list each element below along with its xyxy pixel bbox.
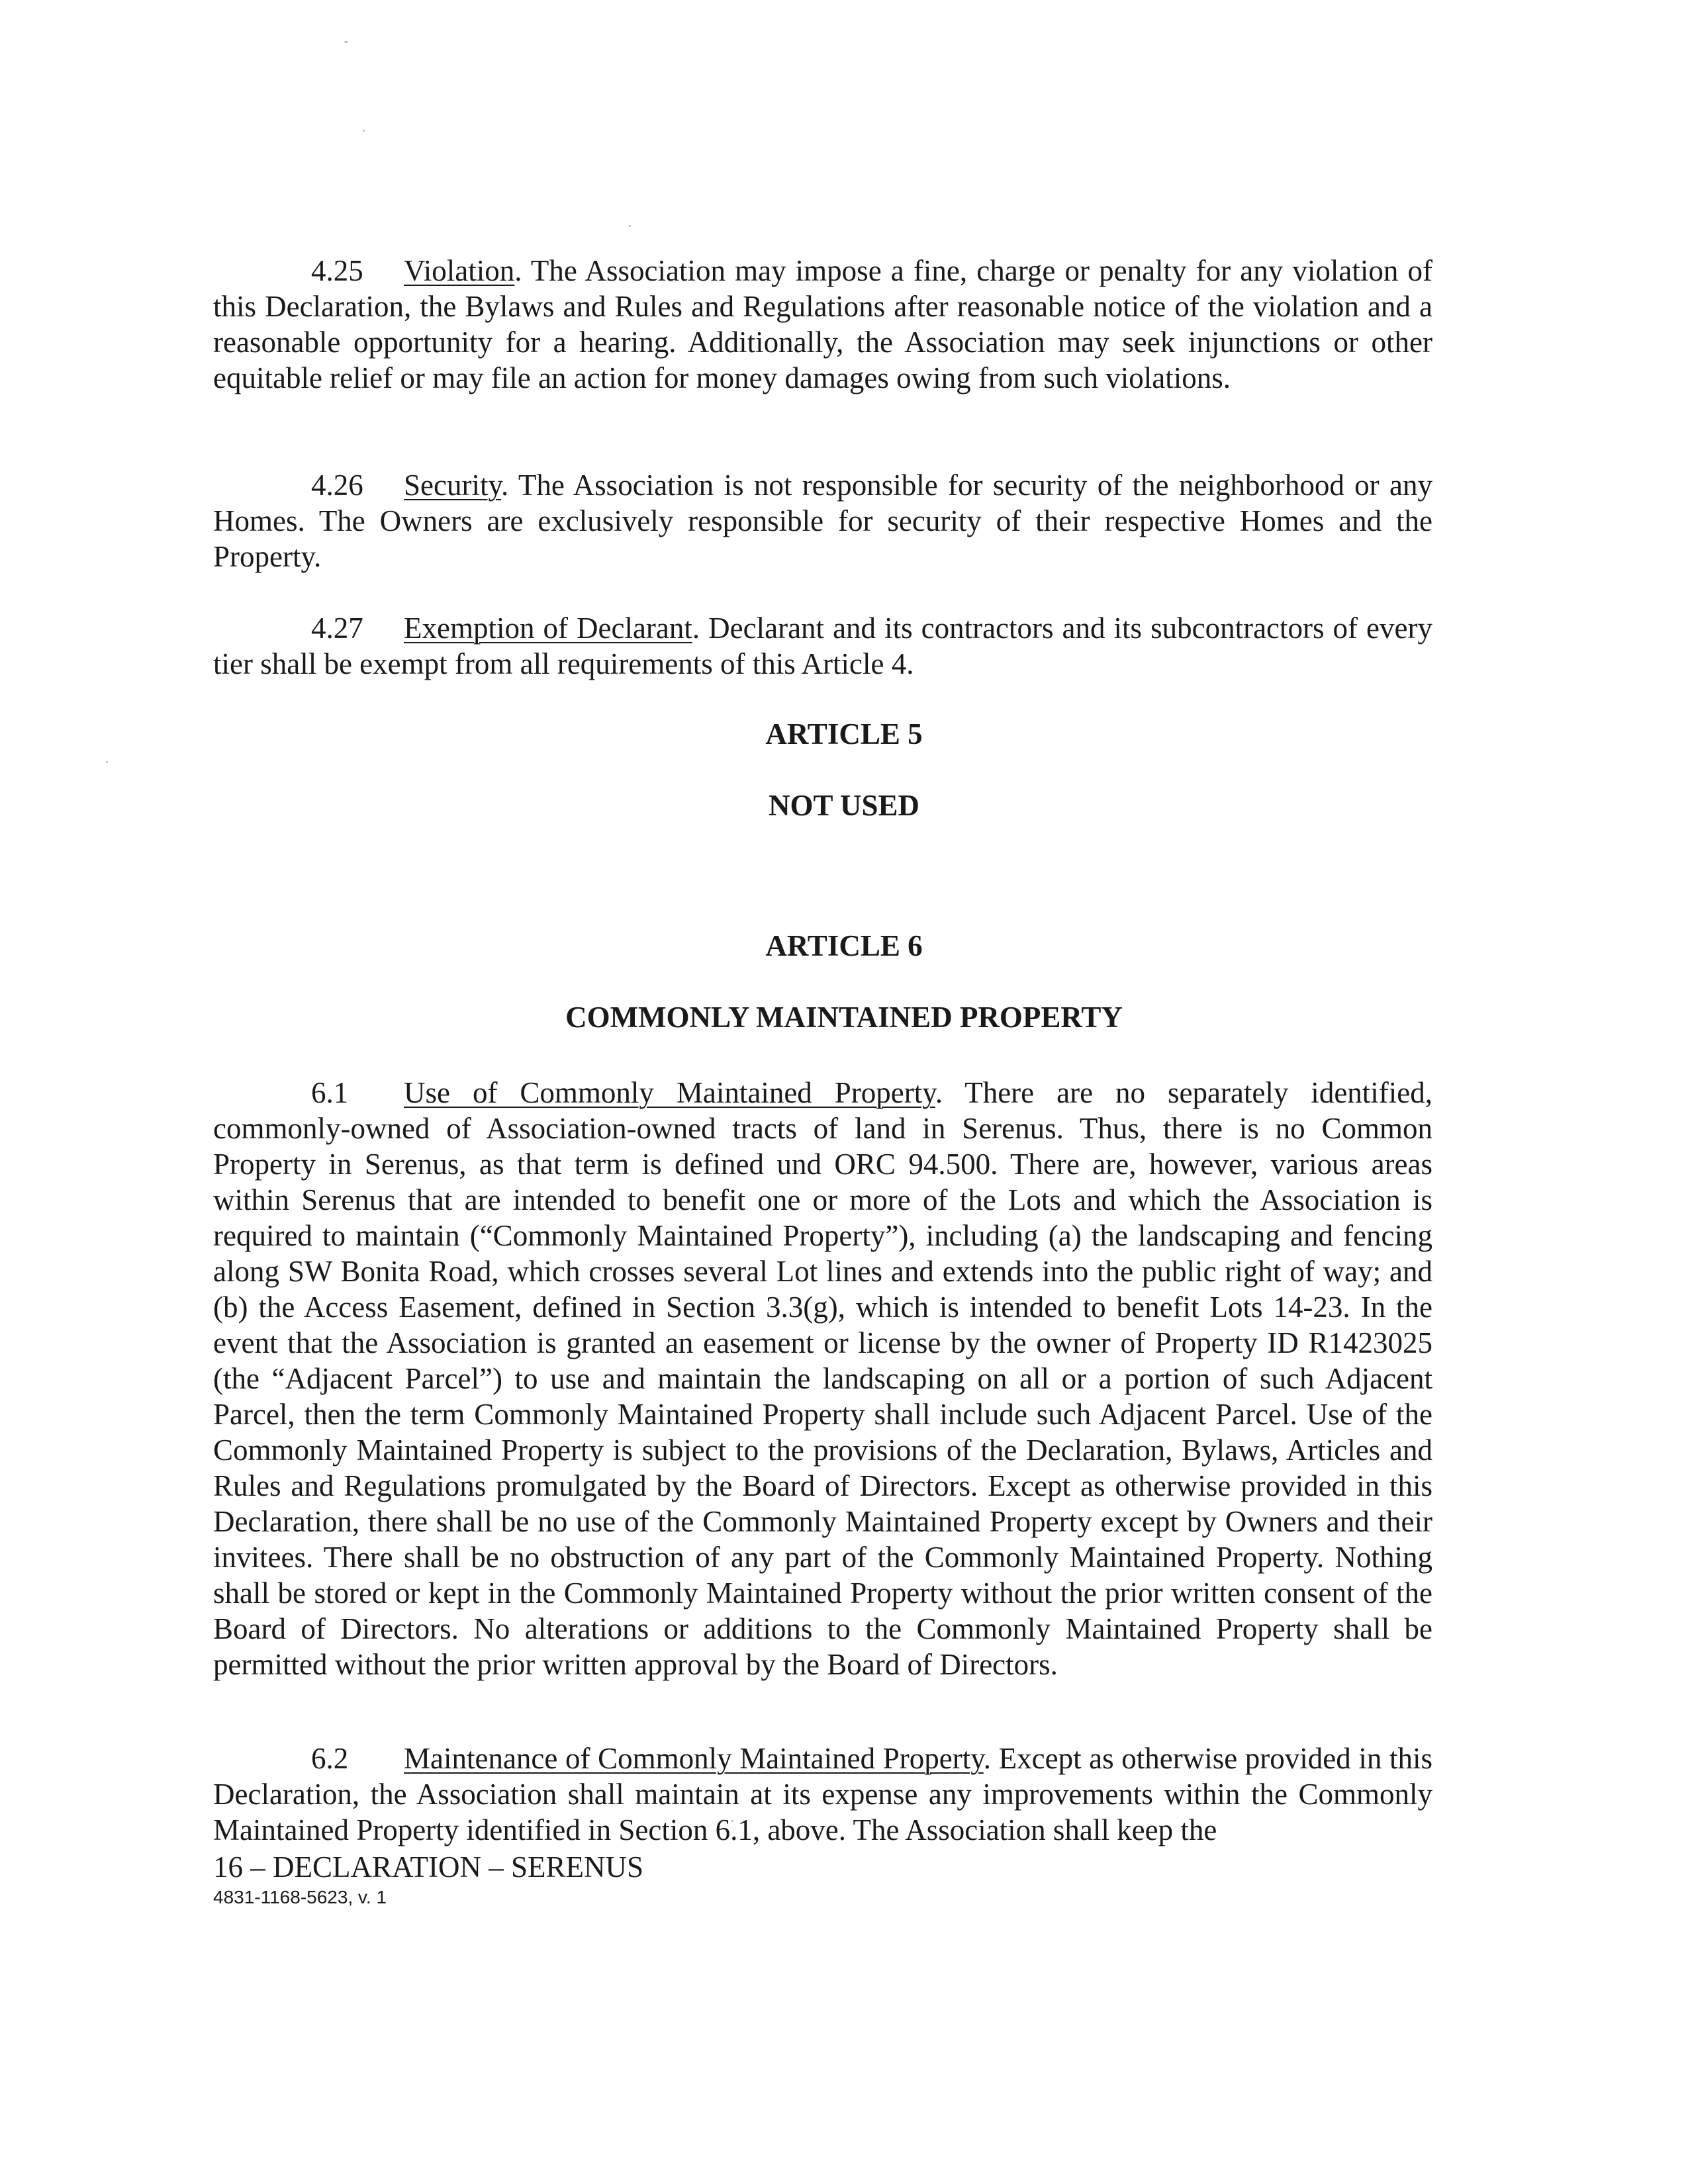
section-heading: Security bbox=[404, 469, 502, 502]
footer-document-id: 4831-1168-5623, v. 1 bbox=[213, 1887, 387, 1907]
section-body: . Except as otherwise provided in this Declaration, the Association shall maintain at its expense any improvements within the Commonly Maintained Property identified in Section 6.1, above. The Association shall keep the bbox=[213, 1742, 1432, 1846]
section-number: 4.26 bbox=[311, 469, 363, 502]
section-6-2 bbox=[213, 1741, 1432, 1848]
section-4-27 bbox=[213, 610, 1432, 682]
section-body: . Declarant and its contractors and its subcontractors of every tier shall be exempt from all requirements of this Article 4. bbox=[213, 612, 1432, 680]
section-number: 6.2 bbox=[311, 1742, 349, 1775]
section-heading: Maintenance of Commonly Maintained Property bbox=[404, 1742, 984, 1775]
section-number: 6.1 bbox=[311, 1076, 349, 1109]
article-5-subtitle: NOT USED bbox=[769, 789, 919, 822]
footer-page-title: 16 – DECLARATION – SERENUS bbox=[213, 1850, 644, 1884]
article-5-title: ARTICLE 5 bbox=[765, 717, 923, 751]
section-number: 4.25 bbox=[311, 254, 363, 287]
scan-speck bbox=[363, 130, 365, 132]
section-body: . The Association may impose a fine, charge or penalty for any violation of this Declaration, the Bylaws and Rules and Regulations after reasonable notice of the violation and a reasonable opportunity for a hearing. Additionally, the Association may seek injunctions or other equitable relief or may file an action for money damages owing from such violations. bbox=[213, 254, 1432, 394]
section-heading: Use of Commonly Maintained Property bbox=[404, 1076, 935, 1109]
section-heading: Exemption of Declarant bbox=[404, 612, 692, 645]
section-body: . There are no separately identified, commonly-owned of Association-owned tracts of land in Serenus. Thus, there is no Common Property in Serenus, as that term is defined und ORC 94.500. There are, however, various areas within Serenus that are intended to benefit one or more of the Lots and which the Association is required to maintain (“Commonly Maintained Property”), including (a) the landscaping and fencing along SW Bonita Road, which crosses several Lot lines and extends into the public right of way; and (b) the Access Easement, defined in Section 3.3(g), which is intended to benefit Lots 14-23. In the event that the Association is granted an easement or license by the owner of Property ID R1423025 (the “Adjacent Parcel”) to use and maintain the landscaping on all or a portion of such Adjacent Parcel, then the term Commonly Maintained Property shall include such Adjacent Parcel. Use of the Commonly Maintained Property is subject to the provisions of the Declaration, Bylaws, Articles and Rules and Regulations promulgated by the Board of Directors. Except as otherwise provided in this Declaration, there shall be no use of the Commonly Maintained Property except by Owners and their invitees. There shall be no obstruction of any part of the Commonly Maintained Property. Nothing shall be stored or kept in the Commonly Maintained Property without the prior written consent of the Board of Directors. No alterations or additions to the Commonly Maintained Property shall be permitted without the prior written approval by the Board of Directors. bbox=[213, 1076, 1433, 1681]
section-number: 4.27 bbox=[311, 612, 363, 645]
article-6-title: ARTICLE 6 bbox=[765, 929, 923, 962]
scan-speck bbox=[629, 225, 631, 227]
section-6-1 bbox=[213, 1075, 1432, 1682]
section-4-26 bbox=[213, 467, 1432, 574]
article-6-subtitle: COMMONLY MAINTAINED PROPERTY bbox=[565, 1001, 1123, 1034]
scan-speck bbox=[106, 761, 108, 763]
section-heading: Violation bbox=[404, 254, 515, 287]
section-4-25 bbox=[213, 253, 1432, 396]
section-body: . The Association is not responsible for security of the neighborhood or any Homes. The Owners are exclusively responsible for security of their respective Homes and the Property. bbox=[213, 469, 1432, 573]
scan-speck bbox=[344, 41, 348, 43]
